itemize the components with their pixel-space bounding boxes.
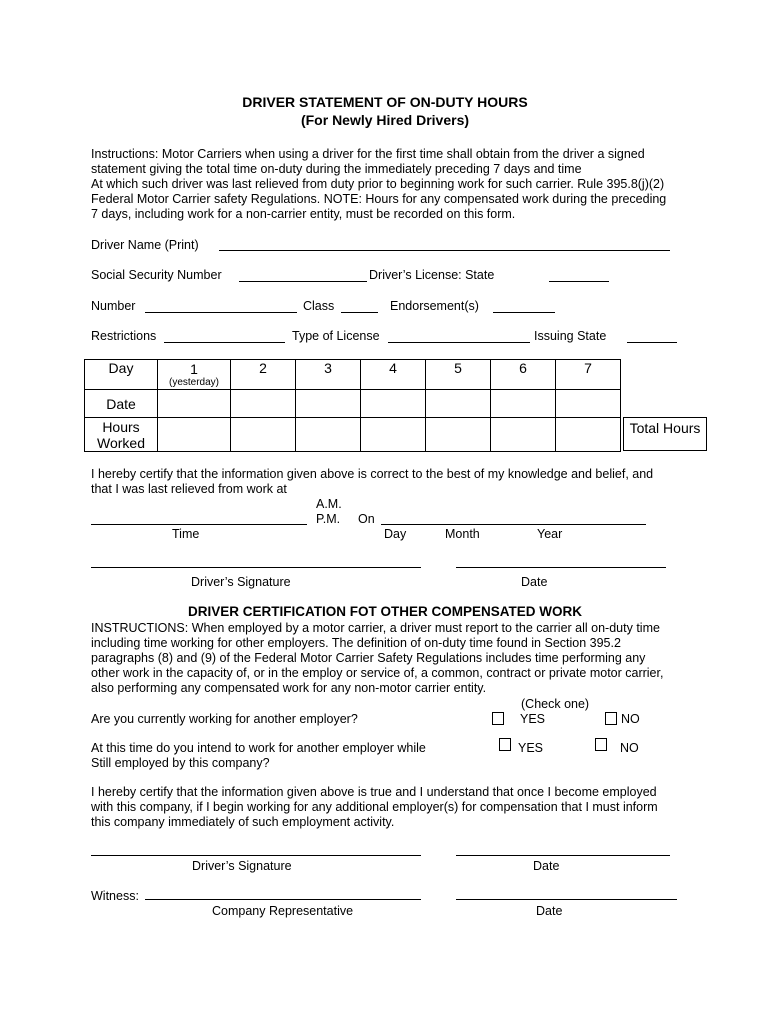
driver-name-field[interactable] [219,250,670,251]
issuing-state-label: Issuing State [534,329,607,343]
q2-yes-label: YES [518,741,544,755]
driver-signature-field-2[interactable] [91,855,421,856]
section2-title: DRIVER CERTIFICATION FOT OTHER COMPENSATED WORK [188,604,582,619]
form-title: DRIVER STATEMENT OF ON-DUTY HOURS [242,94,528,110]
signature-date-label: Date [521,575,548,589]
driver-signature-label: Driver’s Signature [191,575,291,589]
driver-name-label: Driver Name (Print) [91,238,199,252]
number-field[interactable] [145,312,297,313]
hours-cell[interactable] [231,418,296,452]
witness-signature-field[interactable] [145,899,421,900]
issuing-state-field[interactable] [627,342,677,343]
hours-worked-row-label: Hours Worked [85,418,158,452]
pm-label: P.M. [316,512,341,526]
q1-yes-label: YES [520,712,546,726]
q1-yes-checkbox[interactable] [492,712,504,725]
on-label: On [358,512,375,526]
certify-paragraph-2: I hereby certify that the information given above is true and I understand that once I become employed with this company, if I begin working for any additional employer(s) for compensation that I must inform this company immediately of such employment activity. [91,785,658,829]
hours-cell[interactable] [158,418,231,452]
total-hours-box[interactable]: Total Hours [623,417,707,451]
date-cell[interactable] [296,390,361,418]
day-header: Day [85,360,158,390]
company-rep-label: Company Representative [212,904,354,918]
q1-no-label: NO [621,712,640,726]
q2-no-checkbox[interactable] [595,738,607,751]
day-6-header: 6 [491,360,556,390]
time-label: Time [172,527,200,541]
day-2-header: 2 [231,360,296,390]
month-label: Month [445,527,480,541]
restrictions-label: Restrictions [91,329,157,343]
year-label: Year [537,527,563,541]
signature-date-label-2: Date [533,859,560,873]
license-state-field[interactable] [549,281,609,282]
date-cell[interactable] [426,390,491,418]
signature-date-field[interactable] [456,567,666,568]
day-1-header: 1 (yesterday) [158,360,231,390]
question-1: Are you currently working for another employer? [91,712,358,726]
q2-no-label: NO [620,741,639,755]
class-label: Class [303,299,335,313]
driver-signature-field[interactable] [91,567,421,568]
endorsements-field[interactable] [493,312,555,313]
number-label: Number [91,299,136,313]
license-type-field[interactable] [388,342,530,343]
hours-cell[interactable] [426,418,491,452]
date-row-label: Date [85,390,158,418]
question-2-line-2: Still employed by this company? [91,756,270,770]
day-7-header: 7 [556,360,621,390]
q2-yes-checkbox[interactable] [499,738,511,751]
hours-cell[interactable] [556,418,621,452]
q1-no-checkbox[interactable] [605,712,617,725]
signature-date-field-2[interactable] [456,855,670,856]
driver-signature-label-2: Driver’s Signature [192,859,292,873]
day-3-header: 3 [296,360,361,390]
date-cell[interactable] [231,390,296,418]
day-5-header: 5 [426,360,491,390]
question-2-line-1: At this time do you intend to work for another employer while [91,741,426,755]
date-cell[interactable] [491,390,556,418]
check-one-label: (Check one) [521,697,590,711]
class-field[interactable] [341,312,378,313]
witness-date-field[interactable] [456,899,677,900]
instructions-paragraph: Instructions: Motor Carriers when using a driver for the first time shall obtain from the driver a signed statement giving the total time on-duty during the immediately preceding 7 days and time At which such driver was last relieved from duty prior to beginning work for such carrier. Rule 395.8(j)(2) Federal Motor Carrier safety Regulations. NOTE: Hours for any compensated work during the preceding 7 days, including work for a non-carrier entity, must be recorded on this form. [91,147,667,221]
certify-paragraph-1: I hereby certify that the information given above is correct to the best of my knowledge and belief, and that I was last relieved from work at [91,467,654,496]
endorsements-label: Endorsement(s) [390,299,479,313]
restrictions-field[interactable] [164,342,285,343]
ssn-field[interactable] [239,281,367,282]
hours-table [84,359,621,452]
am-label: A.M. [316,497,342,511]
date-cell[interactable] [361,390,426,418]
time-field[interactable] [91,524,307,525]
day-label: Day [384,527,407,541]
date-relieved-field[interactable] [381,524,646,525]
date-cell[interactable] [158,390,231,418]
hours-cell[interactable] [296,418,361,452]
license-type-label: Type of License [292,329,380,343]
hours-cell[interactable] [361,418,426,452]
hours-cell[interactable] [491,418,556,452]
day-4-header: 4 [361,360,426,390]
license-state-label: Driver’s License: State [369,268,495,282]
witness-date-label: Date [536,904,563,918]
date-cell[interactable] [556,390,621,418]
ssn-label: Social Security Number [91,268,222,282]
section2-instructions: INSTRUCTIONS: When employed by a motor carrier, a driver must report to the carrier all on-duty time including time working for other employers. The definition of on-duty time found in Section 395.2 paragraphs (8) and (9) of the Federal Motor Carrier Safety Regulations includes time performing any other work in the capacity of, or in the employ or service of, a common, contract or private motor carrier, also performing any compensated work for any non-motor carrier entity. [91,621,664,695]
witness-label: Witness: [91,889,139,903]
form-subtitle: (For Newly Hired Drivers) [300,112,470,128]
